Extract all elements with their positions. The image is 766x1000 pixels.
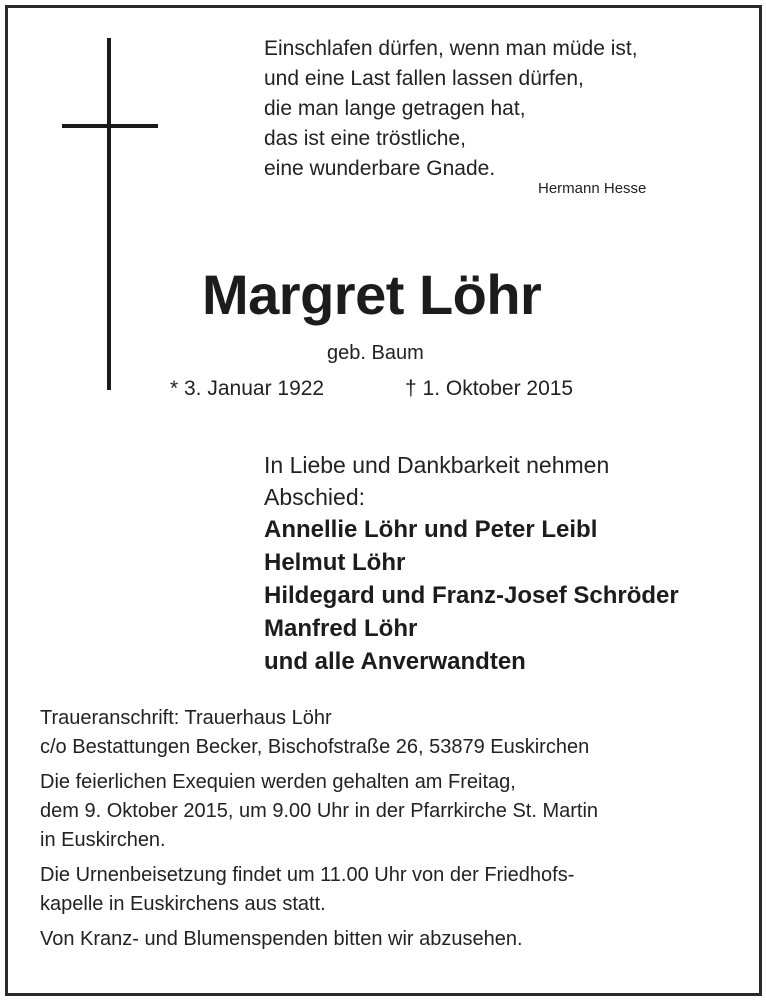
cross-icon-vertical-bar: [107, 38, 111, 390]
address-line: Traueranschrift: Trauerhaus Löhr: [40, 707, 332, 729]
address-line: c/o Bestattungen Becker, Bischofstraße 26, 53879 Euskirchen: [40, 736, 590, 758]
poem: [264, 34, 638, 184]
flowers-note: [40, 925, 598, 954]
mourner-name: Manfred Löhr: [264, 615, 418, 642]
service-info: [40, 704, 598, 960]
poem-line: eine wunderbare Gnade.: [264, 157, 496, 180]
mourner-name: Hildegard und Franz-Josef Schröder: [264, 582, 679, 609]
farewell-intro: In Liebe und Dankbarkeit nehmen Abschied:: [264, 452, 610, 510]
mourner-name: Annellie Löhr und Peter Leibl: [264, 516, 598, 543]
service-line: in Euskirchen.: [40, 829, 166, 851]
deceased-name: Margret Löhr: [202, 263, 542, 326]
urn-burial-details: [40, 861, 598, 919]
maiden-name: geb. Baum: [327, 342, 424, 364]
farewell-block: [264, 449, 684, 678]
urn-line: Die Urnenbeisetzung findet um 11.00 Uhr von der Friedhofs-: [40, 864, 575, 886]
urn-line: kapelle in Euskirchens aus statt.: [40, 893, 326, 915]
service-line: dem 9. Oktober 2015, um 9.00 Uhr in der Pfarrkirche St. Martin: [40, 800, 599, 822]
poem-line: Einschlafen dürfen, wenn man müde ist,: [264, 37, 638, 60]
poem-line: und eine Last fallen lassen dürfen,: [264, 67, 584, 90]
mourner-name: Helmut Löhr: [264, 549, 406, 576]
flowers-note-text: Von Kranz- und Blumenspenden bitten wir abzusehen.: [40, 928, 523, 950]
service-line: Die feierlichen Exequien werden gehalten am Freitag,: [40, 771, 516, 793]
poem-author: Hermann Hesse: [538, 180, 647, 197]
mourning-address: [40, 704, 598, 762]
service-details: [40, 768, 598, 855]
mourner-name: und alle Anverwandten: [264, 648, 526, 675]
death-date: † 1. Oktober 2015: [405, 377, 574, 400]
poem-line: die man lange getragen hat,: [264, 97, 526, 120]
birth-date: * 3. Januar 1922: [170, 377, 325, 400]
cross-icon-horizontal-bar: [62, 124, 158, 128]
poem-line: das ist eine tröstliche,: [264, 127, 466, 150]
